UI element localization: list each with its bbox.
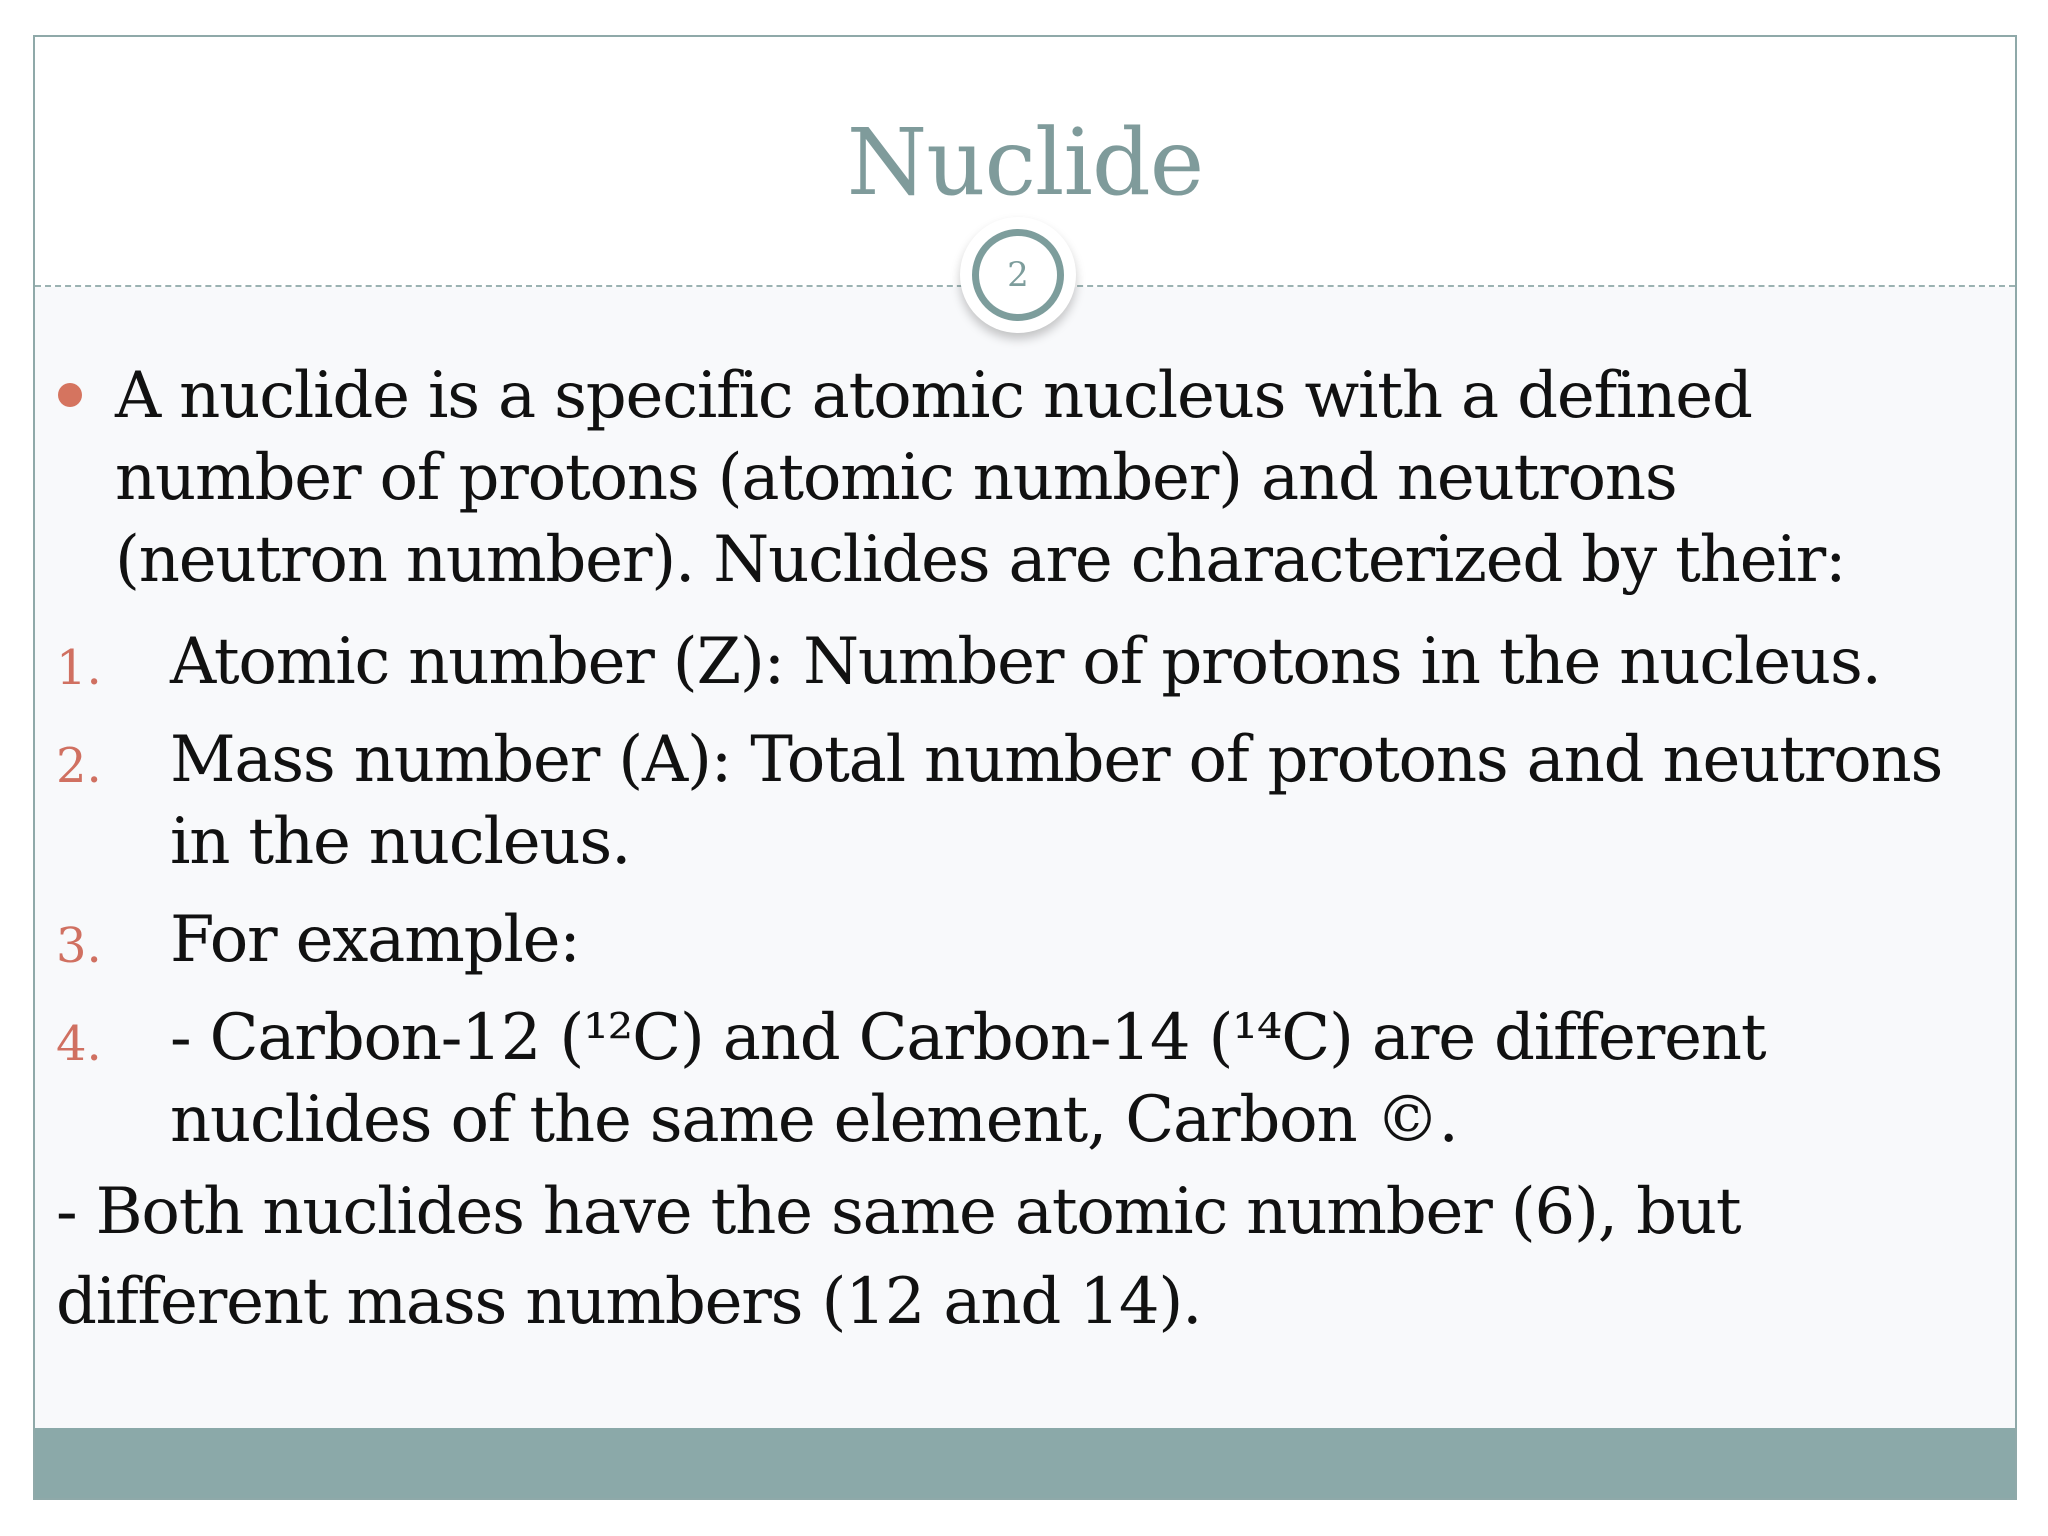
bullet-text: A nuclide is a specific atomic nucleus with a defined number of protons (atomic number) and neutrons (neutron number). Nuclides are characterized by their: — [115, 359, 1846, 597]
numbered-item-4 — [0, 997, 1960, 1161]
numbered-item-1 — [0, 621, 1960, 703]
item-number: 4. — [56, 1016, 102, 1072]
item-number: 2. — [56, 738, 102, 794]
slide-body — [0, 355, 2048, 1347]
bullet-dot-icon — [58, 383, 82, 407]
item-text: Atomic number (Z): Number of protons in the nucleus. — [170, 625, 1881, 699]
bullet-item — [0, 355, 1955, 601]
page-number: 2 — [972, 229, 1064, 321]
item-text: For example: — [170, 903, 580, 977]
footer-bar — [35, 1428, 2015, 1498]
numbered-item-2 — [0, 719, 1960, 883]
item-number: 3. — [56, 918, 102, 974]
item-number: 1. — [56, 640, 102, 696]
page-number-badge — [960, 217, 1076, 333]
slide-title: Nuclide — [846, 109, 1204, 216]
numbered-item-3 — [0, 899, 1960, 981]
closing-paragraph: - Both nuclides have the same atomic number (6), but different mass numbers (12 and 14). — [56, 1175, 1741, 1339]
item-text: Mass number (A): Total number of protons and neutrons in the nucleus. — [170, 723, 1943, 879]
item-text: - Carbon-12 (¹²C) and Carbon-14 (¹⁴C) are different nuclides of the same element, Carbon ©. — [170, 1001, 1766, 1157]
